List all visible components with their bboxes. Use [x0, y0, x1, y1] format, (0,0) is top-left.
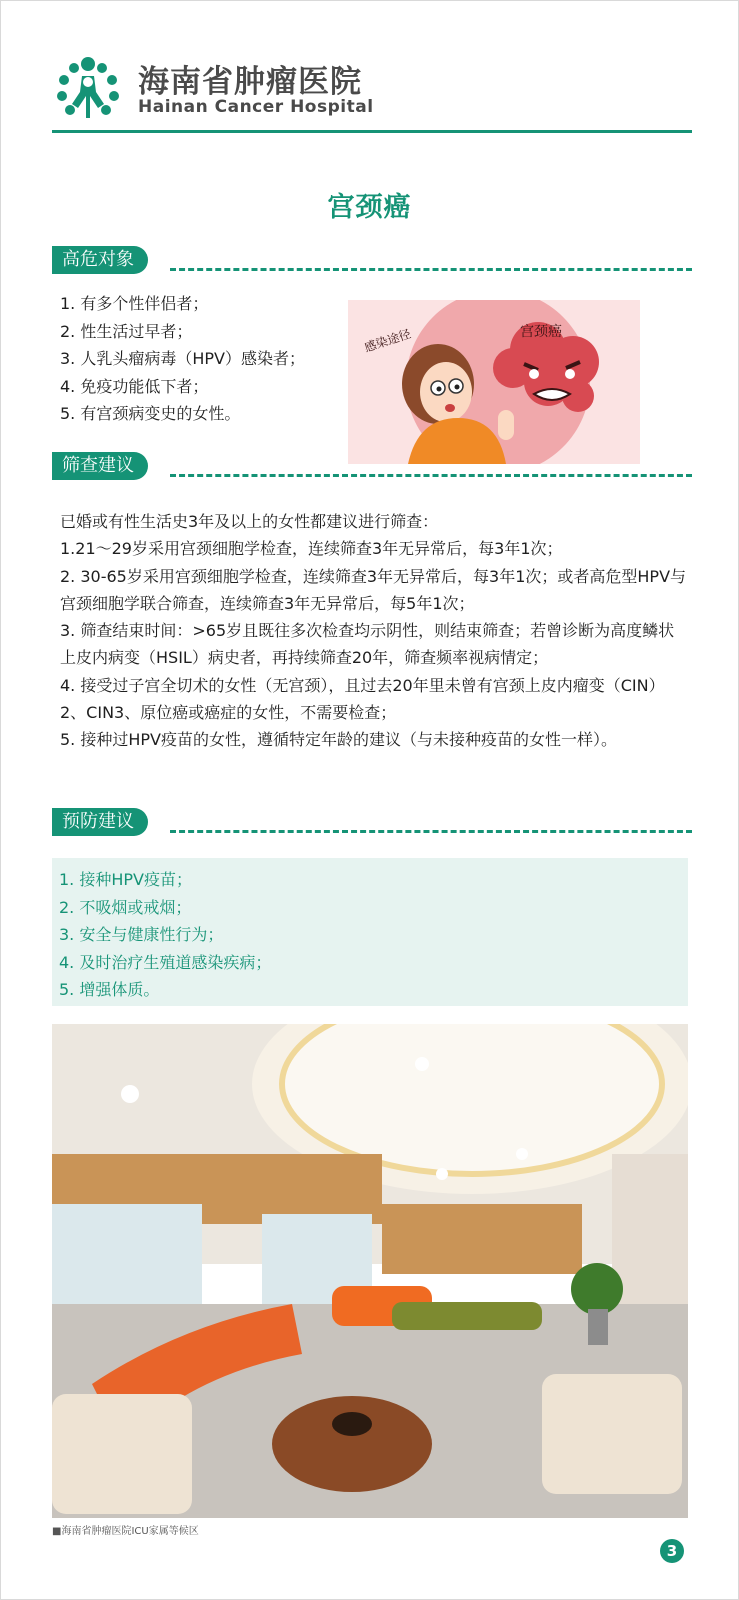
list-item: 5. 有宫颈病变史的女性。	[60, 404, 241, 423]
high-risk-list	[60, 290, 305, 428]
paragraph: 4. 接受过子宫全切术的女性（无宫颈），且过去20年里未曾有宫颈上皮内瘤变（CIN）2、CIN3、原位癌或癌症的女性，不需要检查；	[60, 675, 665, 723]
section-header-screening	[52, 452, 692, 480]
list-item: 4. 免疫功能低下者；	[60, 376, 209, 396]
paragraph: 3. 筛查结束时间：>65岁且既往多次检查均示阴性，则结束筛查；若曾诊断为高度鳞状上皮内病变（HSIL）病史者，再持续筛查20年，筛查频率视病情定；	[60, 621, 675, 668]
page-title: 宫颈癌	[327, 192, 412, 223]
list-item: 4. 及时治疗生殖道感染疾病；	[59, 952, 272, 972]
hospital-name-en: Hainan Cancer Hospital	[138, 97, 374, 117]
list-item: 1. 有多个性伴侣者；	[60, 294, 209, 313]
section-divider	[170, 268, 692, 271]
cartoon-text-infection: 感染途径	[362, 326, 413, 355]
paragraph: 1.21～29岁采用宫颈细胞学检查，连续筛查3年无异常后，每3年1次；	[60, 539, 563, 559]
paragraph: 5. 接种过HPV疫苗的女性，遵循特定年龄的建议（与未接种疫苗的女性一样）。	[60, 730, 617, 750]
list-item: 3. 人乳头瘤病毒（HPV）感染者；	[60, 349, 305, 368]
paragraph: 2. 30-65岁采用宫颈细胞学检查，连续筛查3年无异常后，每3年1次；或者高危型HPV与宫颈细胞学联合筛查，连续筛查3年无异常后，每5年1次；	[60, 566, 687, 613]
list-item: 1. 接种HPV疫苗；	[59, 870, 192, 889]
hospital-logo-icon	[52, 52, 124, 122]
section-label-high-risk: 高危对象	[52, 246, 148, 274]
waiting-area-photo	[52, 1024, 688, 1518]
photo-caption: ■海南省肿瘤医院ICU家属等候区	[52, 1526, 199, 1537]
section-label-prevention: 预防建议	[52, 808, 148, 836]
list-item: 2. 不吸烟或戒烟；	[59, 897, 192, 917]
cartoon-text-cancer: 宫颈癌	[520, 324, 562, 340]
prevention-box	[52, 858, 688, 1006]
page-number-badge: 3	[660, 1539, 684, 1563]
section-header-prevention	[52, 808, 692, 836]
prevention-list	[59, 866, 271, 1004]
hospital-name-cn: 海南省肿瘤医院	[138, 64, 362, 100]
cartoon-illustration	[348, 300, 640, 464]
header-divider	[52, 130, 692, 133]
section-divider	[170, 830, 692, 833]
paragraph: 已婚或有性生活史3年及以上的女性都建议进行筛查：	[60, 512, 439, 531]
screening-text	[60, 508, 690, 754]
hospital-header	[52, 46, 692, 132]
list-item: 5. 增强体质。	[59, 980, 160, 999]
section-divider	[170, 474, 692, 477]
section-header-high-risk	[52, 246, 692, 274]
section-label-screening: 筛查建议	[52, 452, 148, 480]
list-item: 3. 安全与健康性行为；	[59, 925, 224, 944]
list-item: 2. 性生活过早者；	[60, 321, 193, 341]
